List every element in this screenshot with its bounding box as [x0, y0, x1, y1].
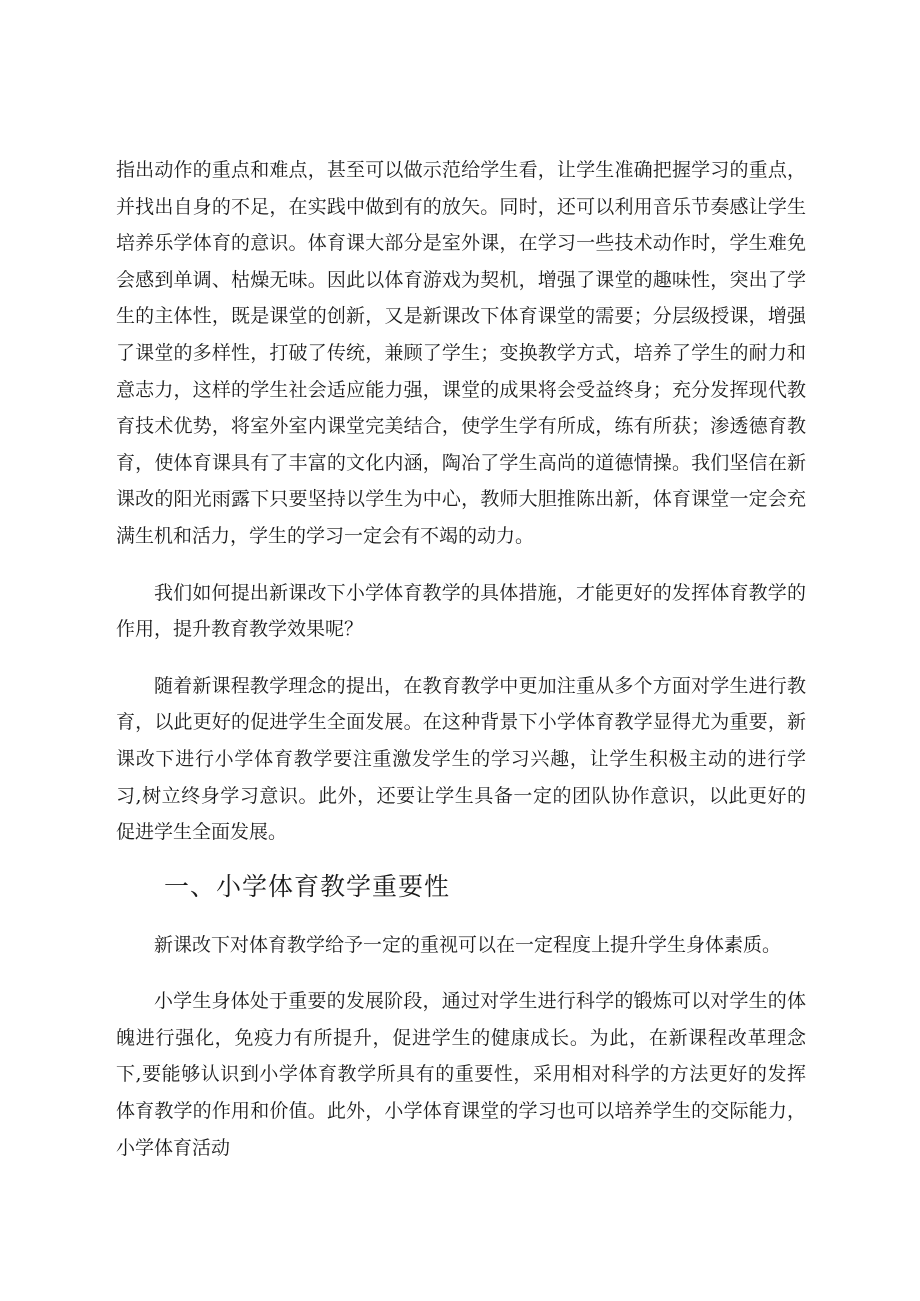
paragraph-question: 我们如何提出新课改下小学体育教学的具体措施，才能更好的发挥体育教学的作用，提升教育教学效果呢？ — [116, 581, 806, 641]
paragraph-gap — [116, 555, 806, 575]
paragraph-gap — [116, 648, 806, 668]
paragraph-importance-body: 小学生身体处于重要的发展阶段，通过对学生进行科学的锻炼可以对学生的体魄进行强化，免疫力有所提升，促进学生的健康成长。为此，在新课程改革理念下,要能够认识到小学体育教学所具有的重要性，采用相对科学的方法更好的发挥体育教学的作用和价值。此外，小学体育课堂的学习也可以培养学生的交际能力，小学体育活动 — [116, 990, 806, 1159]
section-heading: 一、小学体育教学重要性 — [164, 871, 451, 901]
paragraph-background: 随着新课程教学理念的提出，在教育教学中更加注重从多个方面对学生进行教育，以此更好的促进学生全面发展。在这种背景下小学体育教学显得尤为重要，新课改下进行小学体育教学要注重激发学生的学习兴趣，让学生积极主动的进行学习,树立终身学习意识。此外，还要让学生具备一定的团队协作意识，以此更好的促进学生全面发展。 — [116, 674, 806, 844]
paragraph-continuation: 指出动作的重点和难点，甚至可以做示范给学生看，让学生准确把握学习的重点，并找出自身的不足，在实践中做到有的放矢。同时，还可以利用音乐节奏感让学生培养乐学体育的意识。体育课大部分是室外课，在学习一些技术动作时，学生难免会感到单调、枯燥无味。因此以体育游戏为契机，增强了课堂的趣味性，突出了学生的主体性，既是课堂的创新，又是新课改下体育课堂的需要；分层级授课，增强了课堂的多样性，打破了传统，兼顾了学生；变换教学方式，培养了学生的耐力和意志力，这样的学生社会适应能力强，课堂的成果将会受益终身；充分发挥现代教育技术优势，将室外室内课堂完美结合，使学生学有所成，练有所获；渗透德育教育，使体育课具有了丰富的文化内涵，陶冶了学生高尚的道德情操。我们坚信在新课改的阳光雨露下只要坚持以学生为中心，教师大胆推陈出新，体育课堂一定会充满生机和活力，学生的学习一定会有不竭的动力。 — [116, 159, 806, 547]
document-page — [116, 152, 806, 1166]
paragraph-importance-intro: 新课改下对体育教学给予一定的重视可以在一定程度上提升学生身体素质。 — [154, 933, 782, 956]
paragraph-gap — [116, 963, 806, 983]
heading-gap — [116, 851, 806, 867]
heading-gap — [116, 907, 806, 927]
